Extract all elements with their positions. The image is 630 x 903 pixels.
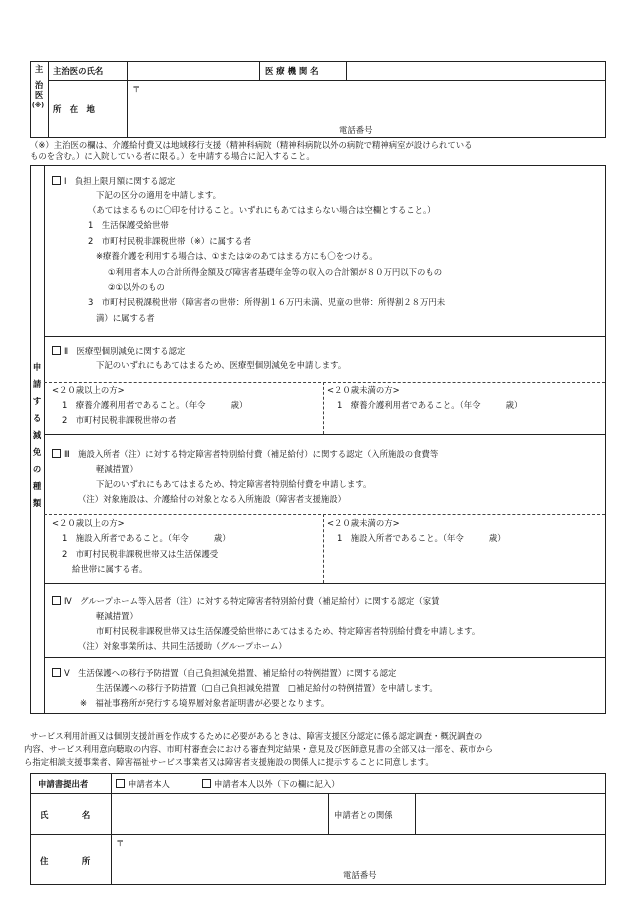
- section-1-option[interactable]: 2 市町村民税非課税世帯（※）に属する者: [88, 236, 252, 246]
- submitter-other-checkbox[interactable]: [202, 779, 211, 788]
- consent-line: ら指定相談支援事業者、障害福祉サービス事業者又は障害者支援施設の関係人に提示することに同意します。: [24, 757, 434, 767]
- section-1-line: 満）に属する者: [96, 313, 155, 323]
- section-1-option[interactable]: ②①以外のもの: [108, 282, 165, 292]
- doctor-name-field[interactable]: [128, 62, 258, 80]
- doctor-vertical-label: 主 治 医 (※): [31, 64, 45, 109]
- section-5-title: Ⅴ 生活保護への移行予防措置（自己負担減免措置、補足給付の特例措置）に関する認定: [64, 668, 397, 678]
- section-3-line: 下記のいずれにもあてはまるため、特定障害者特別給付費を申請します。: [96, 479, 372, 489]
- institution-field[interactable]: [347, 62, 604, 80]
- postal-mark: 〒: [132, 84, 141, 94]
- section-1-option[interactable]: 3 市町村民税課税世帯（障害者の世帯：所得割１６万円未満、児童の世帯：所得割２８万円未: [88, 297, 446, 307]
- section-1-option[interactable]: 1 生活保護受給世帯: [88, 220, 169, 230]
- consent-line: 内容、サービス利用意向聴取の内容、市町村審査会における審査判定結果・意見及び医師意見書の全部又は一部を、萩市から: [24, 744, 493, 754]
- doctor-note-line2: ものを含む。）に入院している者に限る。）を申請する場合に記入すること。: [30, 151, 315, 161]
- submitter-phone-label: 電話番号: [343, 870, 377, 880]
- section-1-title: Ⅰ 負担上限月額に関する認定: [64, 176, 176, 186]
- submitter-other-label: 申請者本人以外（下の欄に記入）: [214, 779, 340, 789]
- under20-header: <２０歳未満の方>: [327, 385, 400, 395]
- section-1-line: 下記の区分の適用を申請します。: [96, 190, 221, 200]
- over20-header: <２０歳以上の方>: [52, 385, 125, 395]
- section-3-note: （注）対象施設は、介護給付の対象となる入所施設（障害者支援施設）: [78, 494, 346, 504]
- section-2-checkbox[interactable]: [52, 346, 61, 355]
- relation-label: 申請者との関係: [334, 810, 393, 820]
- section-4-title-cont: 軽減措置）: [96, 611, 138, 621]
- submitter-self-label: 申請者本人: [128, 779, 170, 789]
- doctor-name-label: 主治医の氏名: [53, 66, 104, 76]
- over20-item: 2 市町村民税非課税世帯の者: [62, 415, 177, 425]
- submitter-address-label: 住 所: [40, 856, 91, 866]
- section-2-title: Ⅱ 医療型個別減免に関する認定: [64, 346, 186, 356]
- institution-label: 医 療 機 関 名: [265, 66, 319, 76]
- section-5-checkbox[interactable]: [52, 668, 61, 677]
- over20-item: 1 施設入所者であること。（年令 歳）: [62, 533, 231, 543]
- doctor-address-label: 所 在 地: [53, 104, 95, 114]
- consent-line: サービス利用計画又は個別支援計画を作成するために必要があるときは、障害支援区分認定に係る認定調査・概況調査の: [30, 731, 483, 741]
- section-1-option[interactable]: ①利用者本人の合計所得金額及び障害者基礎年金等の収入の合計額が８０万円以下のもの: [108, 267, 443, 277]
- over20-item: 給世帯に属する者。: [72, 564, 148, 574]
- section-5-note: ※ 福祉事務所が発行する境界層対象者証明書が必要となります。: [80, 698, 330, 708]
- section-4-title: Ⅳ グループホーム等入居者（注）に対する特定障害者特別給付費（補足給付）に関する認定（家賃: [64, 596, 440, 606]
- section-3-title: Ⅲ 施設入所者（注）に対する特定障害者特別給付費（補足給付）に関する認定（入所施設の食費等: [64, 449, 439, 459]
- submitter-name-label: 氏 名: [40, 810, 91, 820]
- section-5-line: 生活保護への移行予防措置（□自己負担減免措置 □補足給付の特例措置）を申請します。: [96, 683, 438, 693]
- section-4-note: （注）対象事業所は、共同生活援助（グループホーム）: [78, 641, 287, 651]
- doctor-phone-label: 電話番号: [339, 125, 373, 135]
- section-1-line: （あてはまるものに〇印を付けること。いずれにもあてはまらない場合は空欄とすること。）: [88, 205, 436, 215]
- under20-header: <２０歳未満の方>: [327, 518, 400, 528]
- section-3-title-cont: 軽減措置）: [96, 464, 138, 474]
- section-4-line: 市町村民税非課税世帯又は生活保護受給世帯にあてはまるため、特定障害者特別給付費を申請します。: [96, 626, 481, 636]
- over20-item: 2 市町村民税非課税世帯又は生活保護受: [62, 549, 219, 559]
- under20-item: 1 施設入所者であること。（年令 歳）: [337, 533, 506, 543]
- over20-header: <２０歳以上の方>: [52, 518, 125, 528]
- section-3-checkbox[interactable]: [52, 449, 61, 458]
- submitter-postal-mark: 〒: [116, 838, 125, 848]
- doctor-note-line1: （※）主治医の欄は、介護給付費又は地域移行支援（精神科病院（精神科病院以外の病院で精神病室が設けられている: [30, 140, 473, 150]
- reduction-vertical-label: 申 請 す る 減 免 の 種 類: [32, 362, 42, 508]
- section-1-line: ※療養介護を利用する場合は、①または②のあてはまる方にも〇をつける。: [96, 251, 378, 261]
- relation-field[interactable]: [416, 794, 604, 833]
- section-2-line: 下記のいずれにもあてはまるため、医療型個別減免を申請します。: [96, 360, 347, 370]
- under20-item: 1 療養介護利用者であること。（年令 歳）: [337, 400, 523, 410]
- section-1-checkbox[interactable]: [52, 176, 61, 185]
- over20-item: 1 療養介護利用者であること。（年令 歳）: [62, 400, 248, 410]
- submitter-name-field[interactable]: [112, 794, 327, 833]
- submitter-label: 申請書提出者: [38, 779, 89, 789]
- section-4-checkbox[interactable]: [52, 596, 61, 605]
- submitter-self-checkbox[interactable]: [116, 779, 125, 788]
